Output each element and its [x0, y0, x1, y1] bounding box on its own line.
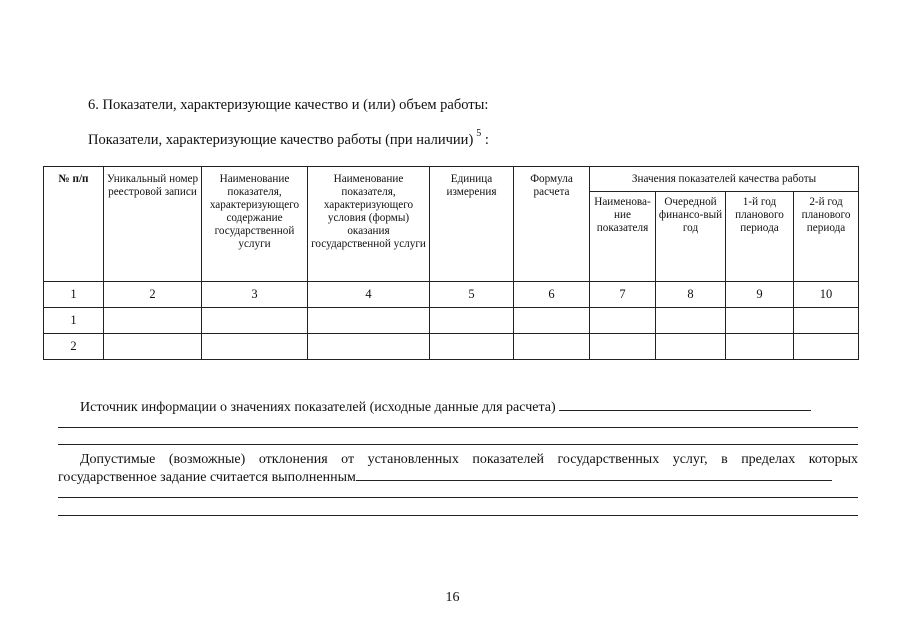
header-indicator-name: Наименова-ние показателя	[590, 192, 656, 282]
table-cell[interactable]	[202, 334, 308, 360]
table-row	[44, 334, 859, 360]
table-cell[interactable]	[656, 334, 726, 360]
header-quality-values-group: Значения показателей качества работы	[590, 167, 859, 192]
header-registry-number: Уникальный номер реестровой записи	[104, 167, 202, 282]
column-number: 7	[590, 282, 656, 308]
header-num: № п/п	[44, 167, 104, 282]
table-cell[interactable]	[308, 334, 430, 360]
table-cell[interactable]	[514, 334, 590, 360]
table-cell[interactable]	[430, 334, 514, 360]
table-cell[interactable]	[726, 308, 794, 334]
column-number: 6	[514, 282, 590, 308]
column-number: 5	[430, 282, 514, 308]
footnote-marker: 5	[476, 128, 482, 139]
column-number: 1	[44, 282, 104, 308]
row-number: 2	[44, 334, 104, 360]
table-cell[interactable]	[590, 334, 656, 360]
table-cell[interactable]	[430, 308, 514, 334]
table-cell[interactable]	[308, 308, 430, 334]
column-number: 10	[794, 282, 859, 308]
quality-indicators-table	[43, 166, 859, 360]
table-cell[interactable]	[104, 308, 202, 334]
column-number: 3	[202, 282, 308, 308]
header-unit: Единица измерения	[430, 167, 514, 282]
table-row	[44, 308, 859, 334]
section-heading: 6. Показатели, характеризующие качество и (или) объем работы:	[88, 97, 489, 113]
header-planning-year-2: 2-й год планового периода	[794, 192, 859, 282]
header-content-indicator-name: Наименование показателя, характеризующего содержание государственной услуги	[202, 167, 308, 282]
column-number: 2	[104, 282, 202, 308]
subheading-suffix: :	[481, 131, 489, 148]
table-cell[interactable]	[726, 334, 794, 360]
source-info-label: Источник информации о значениях показателей (исходные данные для расчета)	[80, 400, 556, 415]
fill-line[interactable]	[58, 444, 858, 445]
table-cell[interactable]	[104, 334, 202, 360]
source-info-blank[interactable]	[559, 398, 811, 411]
table-cell[interactable]	[590, 308, 656, 334]
deviation-paragraph	[58, 451, 858, 486]
column-number: 9	[726, 282, 794, 308]
table-cell[interactable]	[514, 308, 590, 334]
header-formula: Формула расчета	[514, 167, 590, 282]
header-planning-year-1: 1-й год планового периода	[726, 192, 794, 282]
fill-line[interactable]	[58, 515, 858, 516]
column-number: 8	[656, 282, 726, 308]
header-conditions-indicator-name: Наименование показателя, характеризующего условия (формы) оказания государственной услуги	[308, 167, 430, 282]
table-cell[interactable]	[794, 334, 859, 360]
deviation-text: Допустимые (возможные) отклонения от установленных показателей государственных услуг, в пределах которых государственное задание считается выполненным	[58, 452, 858, 485]
column-number: 4	[308, 282, 430, 308]
row-number: 1	[44, 308, 104, 334]
subheading-text: Показатели, характеризующие качество работы (при наличии)	[88, 131, 474, 148]
source-info-line	[80, 398, 860, 416]
table-cell[interactable]	[202, 308, 308, 334]
deviation-blank[interactable]	[356, 468, 832, 481]
column-number-row	[44, 282, 859, 308]
header-current-financial-year: Очередной финансо-вый год	[656, 192, 726, 282]
fill-line[interactable]	[58, 427, 858, 428]
page-number: 16	[445, 590, 460, 605]
table-cell[interactable]	[794, 308, 859, 334]
table-cell[interactable]	[656, 308, 726, 334]
subsection-heading	[88, 130, 489, 149]
fill-line[interactable]	[58, 497, 858, 498]
